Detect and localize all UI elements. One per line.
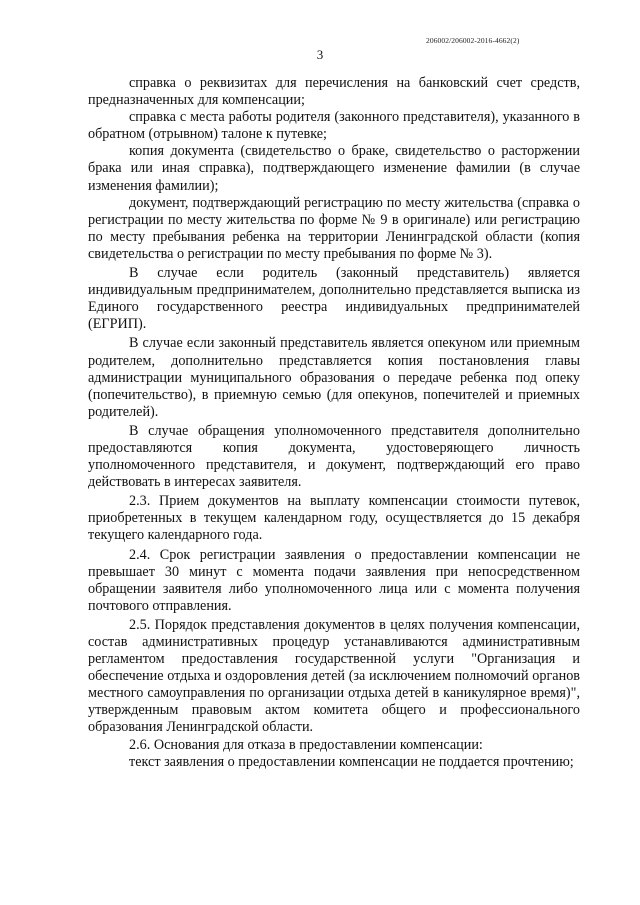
paragraph-2-5: 2.5. Порядок представления документов в целях получения компенсации, состав административных процедур устанавливаются административным регламентом предоставления государственной услуги "Организация и обеспечение отдыха и оздоровления детей (за исключением полномочий органов местного самоуправления по организации отдыха детей в каникулярное время)", утвержденным правовым актом комитета общего и профессионального образования Ленинградской области. [88,616,580,736]
document-body [88,75,580,771]
paragraph-bank-details: справка о реквизитах для перечисления на банковский счет средств, предназначенных для компенсации; [88,75,580,109]
paragraph-illegible-text: текст заявления о предоставлении компенсации не поддается прочтению; [129,753,574,770]
paragraph-registration-document: документ, подтверждающий регистрацию по месту жительства (справка о регистрации по месту жительства по форме № 9 в оригинале) или регистрацию по месту пребывания ребенка на территории Ленинградской области (копия свидетельства о регистрации по месту пребывания по форме № 3). [88,194,580,262]
paragraph-2-3: 2.3. Прием документов на выплату компенсации стоимости путевок, приобретенных в текущем календарном году, осуществляется до 15 декабря текущего календарного года. [88,493,580,544]
paragraph-2-4: 2.4. Срок регистрации заявления о предоставлении компенсации не превышает 30 минут с момента подачи заявления при непосредственном обращении заявителя либо уполномоченного лица или с момента получения почтового отправления. [88,546,580,614]
paragraph-marriage-document: копия документа (свидетельство о браке, свидетельство о расторжении брака или иная справка), подтверждающего изменение фамилии (в случае изменения фамилии); [88,143,580,194]
page-number: 3 [316,47,324,62]
paragraph-guardian: В случае если законный представитель является опекуном или приемным родителем, дополнительно представляется копия постановления главы администрации муниципального образования о передаче ребенка под опеку (попечительство), в приемную семью (для опекунов, попечителей и приемных родителей). [88,335,580,420]
document-id: 206002/206002-2016-4662(2) [426,36,520,45]
paragraph-authorized-representative: В случае обращения уполномоченного представителя дополнительно предоставляются копия документа, удостоверяющего личность уполномоченного представителя, и документ, подтверждающий его право действовать в интересах заявителя. [88,422,580,491]
paragraph-employment-certificate: справка с места работы родителя (законного представителя), указанного в обратном (отрывном) талоне к путевке; [88,109,580,143]
paragraph-2-6: 2.6. Основания для отказа в предоставлении компенсации: [129,736,483,753]
paragraph-entrepreneur: В случае если родитель (законный представитель) является индивидуальным предпринимателем, дополнительно представляется выписка из Единого государственного реестра индивидуальных предпринимателей (ЕГРИП). [88,265,580,333]
